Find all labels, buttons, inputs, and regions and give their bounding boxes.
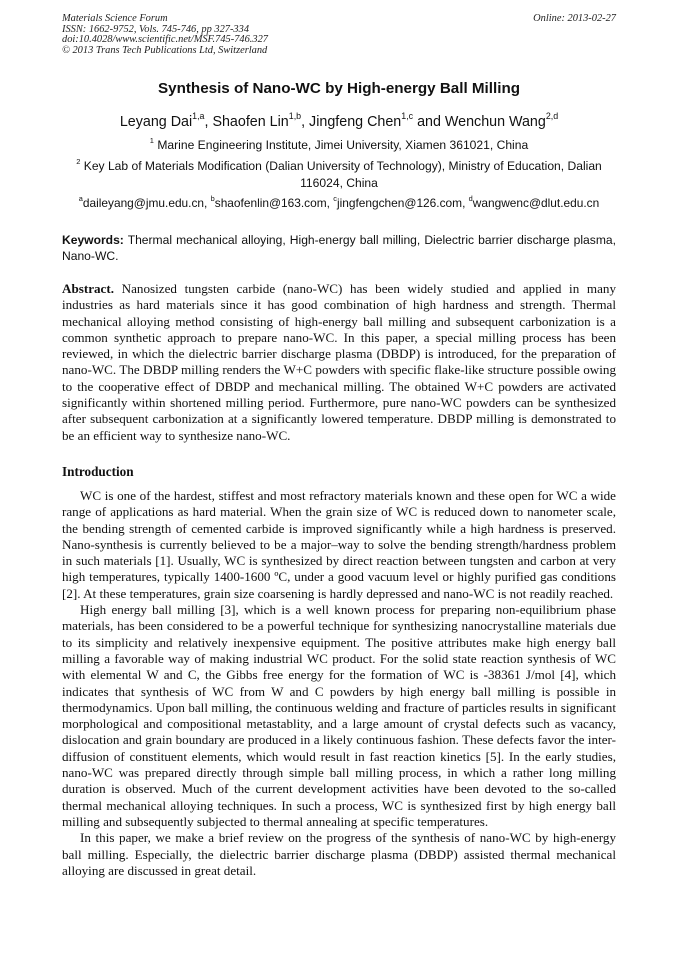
keywords-text: Thermal mechanical alloying, High-energy ball milling, Dielectric barrier discharge plasma, Nano-WC. [62,233,616,263]
paragraph: In this paper, we make a brief review on the progress of the synthesis of nano-WC by high-energy ball milling. Especially, the dielectric barrier discharge plasma (DBDP) assisted thermal mechanical alloying are discussed in great detail. [62,830,616,878]
email-link[interactable]: $^d$wangwenc@dlut.edu.cn [468,194,600,210]
paper-title: Synthesis of Nano-WC by High-energy Ball Milling [158,80,520,97]
issn-line: ISSN: 1662-9752, Vols. 745-746, pp 327-334 [62,23,250,35]
email-link[interactable]: $^b$shaofenlin@163.com [210,194,327,210]
keywords-block [62,232,616,264]
online-date: Online: 2013-02-27 [533,13,616,24]
introduction-body [62,488,616,879]
author-list [0,113,678,131]
paragraph: WC is one of the hardest, stiffest and most refractory materials known and these open for WC a wide range of applications as hard material. When the grain size of WC is reduced down to nanometer scale, the bending strength of cemented carbide is improved significantly while a high hardness is preserved. Nano-synthesis is currently believed to be a major–way to solve the bending strength/hardness problem in such materials [1]. Usually, WC is synthesized by direct reaction between tungsten and carbon at very high temperatures, typically 1400-1600 ºC, under a good vacuum level or highly purified gas conditions [2]. At these temperatures, grain size coarsening is hardly depressed and nano-WC is not readily reached. [62,488,616,601]
keywords-label: Keywords: [62,233,124,247]
author: Jingfeng Chen$^{1,c}$ and [309,111,445,130]
author: Leyang Dai$^{1,a}$, [119,111,213,130]
email-link[interactable]: $^c$jingfengchen@126.com [333,194,463,210]
doi-link[interactable]: doi:10.4028/www.scientific.net/MSF.745-746.327 [62,34,268,46]
affiliation-1: $^1$ Marine Engineering Institute, Jimei University, Xiamen 361021, China [149,136,529,152]
journal-header [62,14,616,56]
affiliation-2: $^2$ Key Lab of Materials Modification (Dalian University of Technology), Ministry of Education, Dalian 116024, China [76,157,602,190]
email-list: $^a$daileyang@jmu.edu.cn, $^b$shaofenlin@163.com, $^c$jingfengchen@126.com, $^d$wangwenc@dlut.edu.cn [78,194,600,210]
paragraph: High energy ball milling [3], which is a well known process for preparing non-equilibrium phase materials, has been considered to be a powerful technique for synthesizing nanocrystalline materials due to its simplicity and relatively inexpensive equipment. The positive attributes make high energy ball milling a favorable way of making industrial WC product. For the solid state reaction synthesis of WC with elemental W and C, the Gibbs free energy for the formation of WC is -38361 J/mol [4], which indicates that synthesis of WC from W and C powders by high energy ball milling is possible in thermodynamics. Upon ball milling, the continuous welding and fracture of particles results in significant morphological and compositional metastablity, and a large amount of crystal defects such as vacancy, dislocation and grain boundary are produced in a likely continuous fashion. These defects favor the inter-diffusion of constituent elements, which would result in fast reaction kinetics [5]. In the early studies, nano-WC was prepared directly through simple ball milling process, in which a rather long milling duration is observed. Much of the current development activities have been devoted to the so-called thermal mechanical alloying techniques. In such a process, WC is synthesized first by high energy ball milling and subsequently subjected to thermal annealing at specific temperatures. [62,602,616,829]
copyright-line: © 2013 Trans Tech Publications Ltd, Switzerland [62,44,268,56]
section-heading-introduction: Introduction [62,464,134,479]
abstract-label: Abstract. [62,281,114,296]
abstract-block [62,281,616,444]
journal-name: Materials Science Forum [62,13,168,24]
abstract-text: Nanosized tungsten carbide (nano-WC) has been widely studied and applied in many industries as hard materials since it has good combination of high hardness and strength. Thermal mechanical alloying method consisting of high-energy ball milling and subsequent carbonization is a common synthetic approach to prepare nano-WC. In this paper, a special milling process has been reviewed, in which the dielectric barrier discharge plasma (DBDP) is introduced, for the preparation of nano-WC. The DBDP milling renders the W+C powders with specific flake-like structure possible owing to the cooperative effect of DBDP and mechanical milling. The obtained W+C powders are activated significantly within shortened milling period. Furthermore, pure nano-WC powders can be synthesized after subsequent carbonization at a significantly lowered temperature. DBDP milling is demonstrated to be an efficient way to synthesize nano-WC. [62,281,616,443]
author: Shaofen Lin$^{1,b}$, [212,111,310,130]
author: Wenchun Wang$^{2,d}$ [444,111,559,130]
email-link[interactable]: $^a$daileyang@jmu.edu.cn [78,194,205,210]
